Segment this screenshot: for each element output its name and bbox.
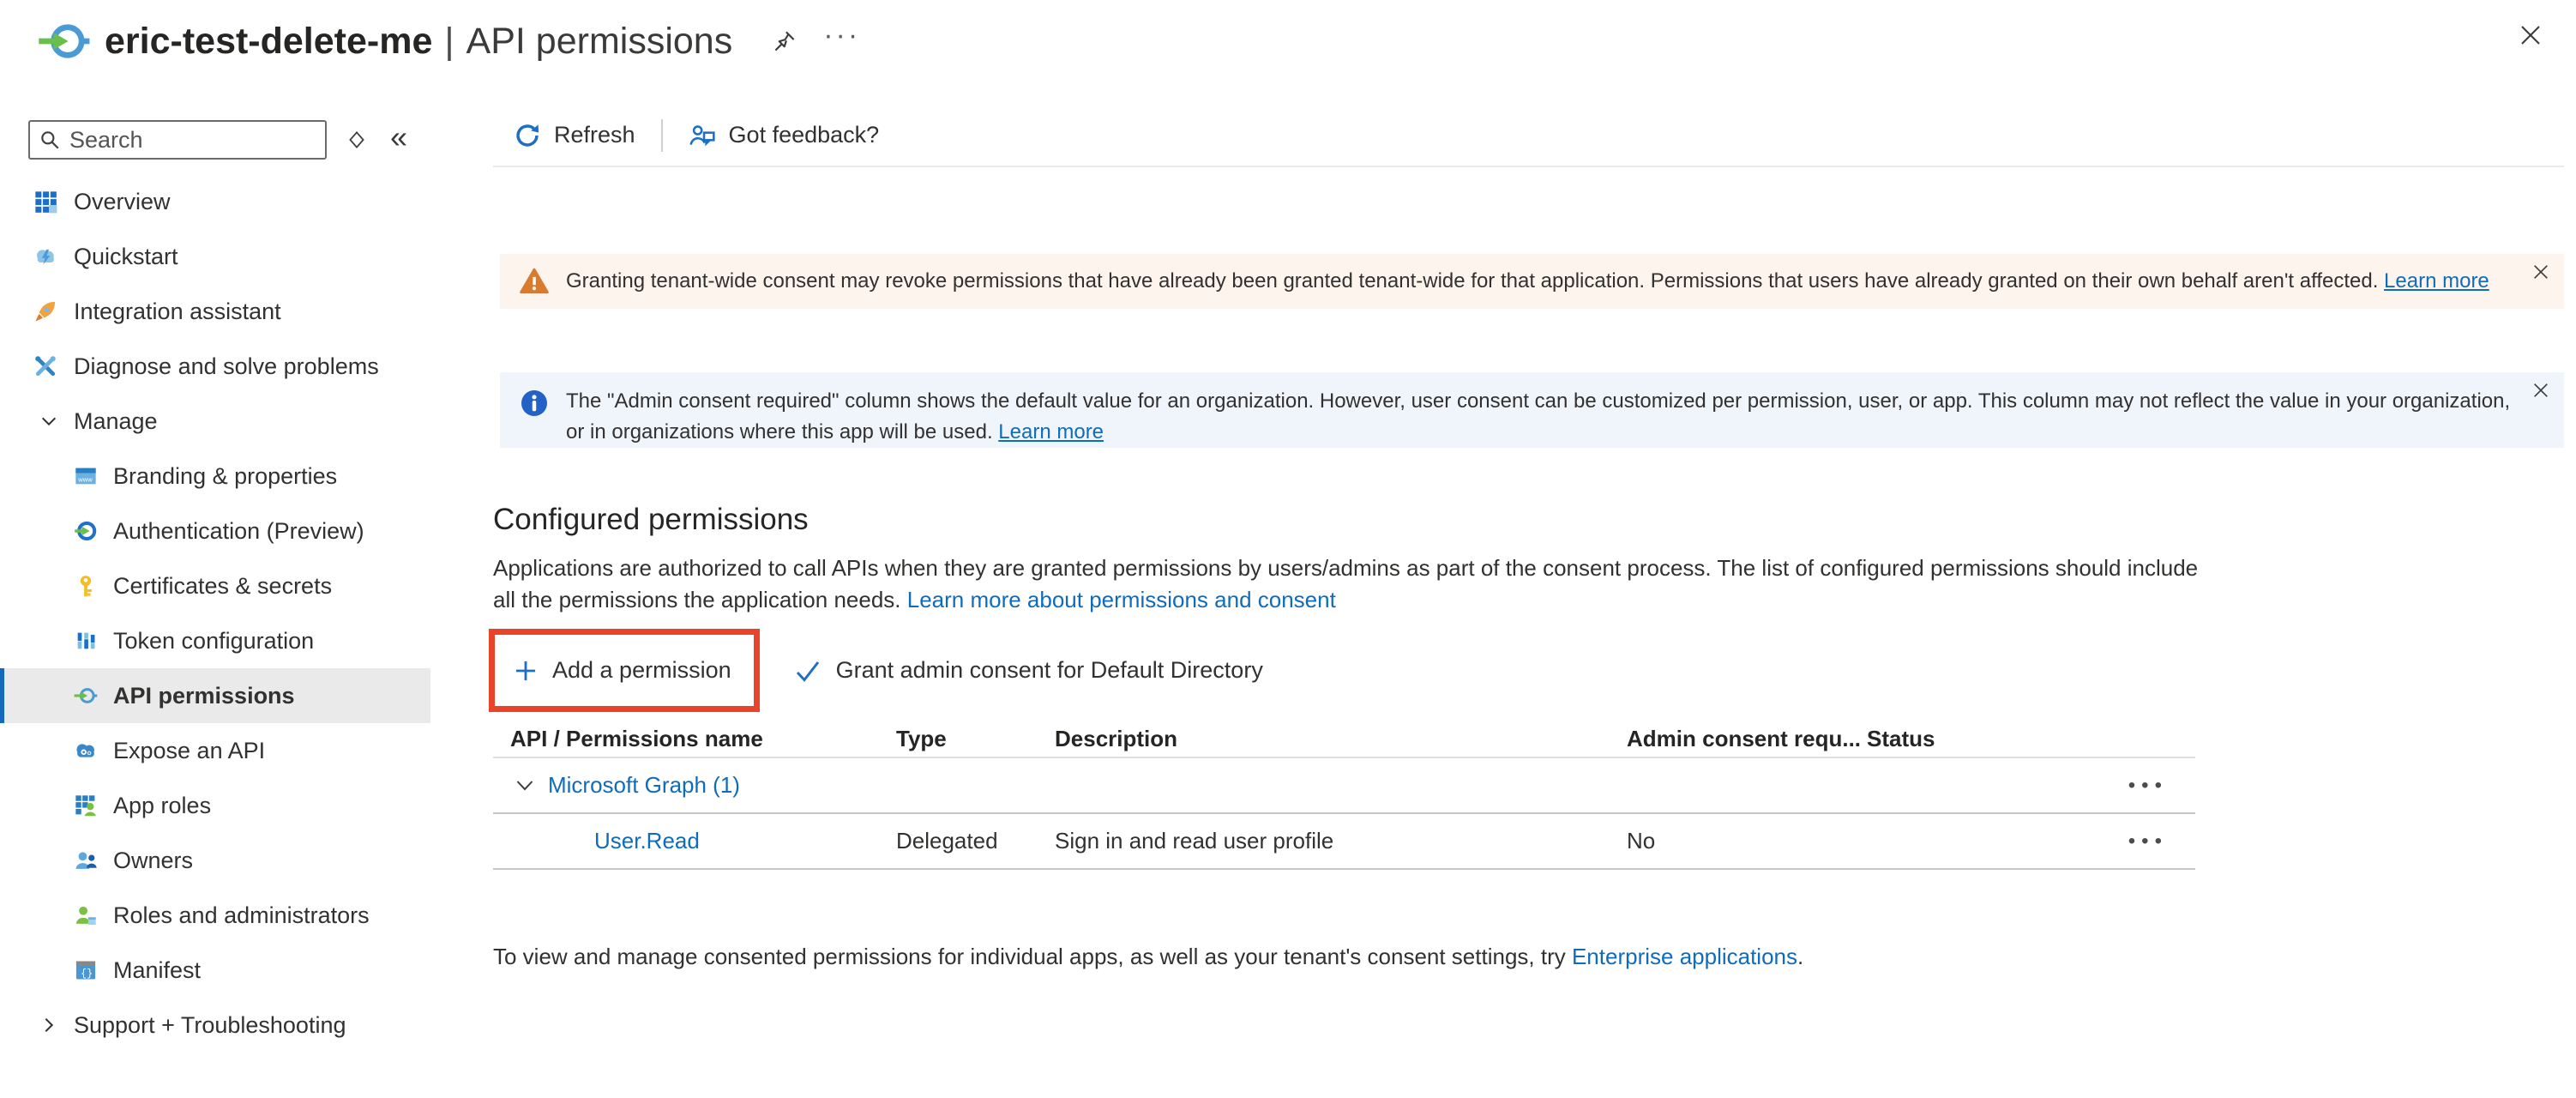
- checkmark-icon: [794, 657, 822, 685]
- sidebar-item-label: Quickstart: [74, 243, 178, 269]
- sidebar-item-diagnose[interactable]: [0, 339, 430, 394]
- title-separator: |: [444, 20, 454, 62]
- diamond-icon: [346, 129, 368, 151]
- grid-person-icon: [74, 793, 98, 817]
- close-icon: [2531, 262, 2550, 281]
- warning-banner: [500, 254, 2564, 309]
- resize-handle-button[interactable]: [346, 129, 368, 151]
- pin-button[interactable]: [772, 28, 797, 54]
- warning-close-button[interactable]: [2531, 262, 2550, 281]
- sidebar-item-label: App roles: [113, 792, 212, 818]
- quickstart-cloud-icon: [33, 244, 57, 268]
- sidebar-item-app-roles[interactable]: [0, 778, 430, 833]
- sidebar-item-label: Certificates & secrets: [113, 572, 333, 599]
- row-context-menu-button[interactable]: •••: [2128, 758, 2168, 812]
- app-name-title: eric-test-delete-me: [105, 20, 433, 62]
- sidebar-item-label: Diagnose and solve problems: [74, 353, 379, 379]
- api-permissions-app-icon: [38, 15, 91, 68]
- svg-text:{}: {}: [81, 968, 93, 980]
- column-header-api-permissions-name[interactable]: API / Permissions name: [510, 725, 763, 751]
- sidebar-item-label: Authentication (Preview): [113, 517, 364, 544]
- footer-text: To view and manage consented permissions for individual apps, as well as your tenant's consent settings, try: [493, 944, 1572, 969]
- info-message-line1: The "Admin consent required" column shows the default value for an organization. However, user consent can be customized per permission, user, or app. This column may not reflect the value in your organization,: [566, 389, 2511, 413]
- footer-note: [493, 944, 1803, 970]
- blade-header: [0, 0, 2576, 82]
- row-context-menu-button[interactable]: •••: [2128, 814, 2168, 868]
- tools-icon: [33, 354, 57, 378]
- overview-grid-icon: [33, 190, 57, 214]
- sidebar-group-manage[interactable]: [0, 394, 430, 449]
- info-text: [566, 386, 2510, 448]
- info-close-button[interactable]: [2531, 381, 2550, 400]
- plus-icon: [514, 659, 538, 683]
- person-cube-icon: [74, 903, 98, 927]
- section-description: [493, 552, 2198, 616]
- grant-admin-consent-label: Grant admin consent for Default Directory: [835, 657, 1263, 683]
- sidebar-item-quickstart[interactable]: [0, 229, 430, 284]
- cell-type: Delegated: [896, 828, 998, 854]
- section-description-line1: Applications are authorized to call APIs when they are granted permissions by users/admins as part of the consent process. The list of configured permissions should include: [493, 555, 2199, 581]
- sidebar: [0, 82, 478, 1098]
- warning-text: [566, 266, 2489, 297]
- table-group-row-microsoft-graph[interactable]: [493, 758, 2195, 814]
- permission-actions-row: [478, 629, 1263, 712]
- permissions-consent-learn-more-link[interactable]: Learn more about permissions and consent: [906, 587, 1336, 612]
- enterprise-applications-link[interactable]: Enterprise applications: [1571, 944, 1798, 969]
- sidebar-item-branding[interactable]: [0, 449, 430, 504]
- section-title-configured-permissions: Configured permissions: [493, 503, 809, 536]
- sidebar-group-support-troubleshooting[interactable]: [0, 998, 430, 1053]
- svg-text:www: www: [78, 475, 93, 484]
- add-permission-button[interactable]: [514, 657, 731, 684]
- user-read-permission-link[interactable]: User.Read: [594, 828, 700, 854]
- sidebar-item-label: API permissions: [113, 682, 295, 709]
- close-icon: [2518, 22, 2543, 48]
- chevron-down-icon: [39, 412, 58, 431]
- page-title: API permissions: [466, 20, 733, 62]
- sidebar-item-owners[interactable]: [0, 833, 430, 888]
- feedback-button[interactable]: [689, 122, 880, 149]
- warning-message: Granting tenant-wide consent may revoke permissions that have already been granted tenant-wide for that application. Permissions that users have already granted on their own behalf aren't affected.: [566, 269, 2379, 293]
- search-input[interactable]: [69, 127, 316, 154]
- section-description-line2: all the permissions the application needs.: [493, 587, 901, 612]
- table-row-user-read[interactable]: [493, 814, 2195, 870]
- sidebar-item-label: Overview: [74, 188, 171, 214]
- info-learn-more-link[interactable]: Learn more: [998, 420, 1104, 443]
- column-header-type[interactable]: Type: [896, 725, 947, 751]
- api-permissions-icon: [74, 684, 98, 708]
- feedback-label: Got feedback?: [728, 122, 880, 148]
- sidebar-item-label: Owners: [113, 847, 194, 873]
- feedback-icon: [689, 122, 716, 149]
- more-menu-button[interactable]: ···: [823, 21, 860, 62]
- sidebar-item-token-configuration[interactable]: [0, 613, 430, 668]
- add-permission-label: Add a permission: [552, 657, 731, 683]
- sidebar-item-label: Roles and administrators: [113, 902, 370, 928]
- cell-description: Sign in and read user profile: [1055, 828, 1334, 854]
- main-content: [478, 82, 2576, 1098]
- sidebar-item-label: Token configuration: [113, 627, 315, 654]
- search-icon: [39, 129, 61, 151]
- column-header-admin-consent-required[interactable]: Admin consent requ...: [1627, 725, 1862, 751]
- refresh-icon: [514, 122, 541, 149]
- browser-icon: [74, 464, 98, 488]
- auth-arrow-icon: [74, 519, 98, 543]
- sidebar-nav: [0, 174, 478, 1053]
- collapse-sidebar-button[interactable]: «: [390, 122, 407, 158]
- permissions-table: [493, 721, 2195, 870]
- cell-admin-consent-required: No: [1627, 828, 1656, 854]
- sidebar-item-authentication[interactable]: [0, 504, 430, 558]
- table-header-row: [493, 721, 2195, 758]
- people-icon: [74, 848, 98, 872]
- search-box[interactable]: [28, 120, 327, 160]
- sidebar-search-row: [28, 120, 478, 160]
- sidebar-item-label: Integration assistant: [74, 298, 281, 324]
- sidebar-item-roles-and-administrators[interactable]: [0, 888, 430, 943]
- sidebar-item-label: Branding & properties: [113, 462, 338, 489]
- sidebar-item-label: Expose an API: [113, 737, 266, 763]
- refresh-label: Refresh: [554, 122, 635, 148]
- warning-icon: [519, 266, 550, 297]
- close-icon: [2531, 381, 2550, 400]
- sidebar-group-label: Support + Troubleshooting: [74, 1011, 346, 1038]
- key-icon: [74, 574, 98, 598]
- sidebar-item-certificates[interactable]: [0, 558, 430, 613]
- sidebar-item-manifest[interactable]: [0, 943, 430, 998]
- column-header-description[interactable]: Description: [1055, 725, 1178, 751]
- code-braces-icon: [74, 958, 98, 982]
- chevron-down-icon[interactable]: [515, 775, 535, 796]
- column-header-status[interactable]: Status: [1867, 725, 1935, 751]
- grant-admin-consent-button[interactable]: [794, 657, 1263, 685]
- refresh-button[interactable]: [514, 122, 635, 149]
- annotation-highlight-box: [489, 629, 760, 712]
- sidebar-item-api-permissions[interactable]: [0, 668, 430, 723]
- footer-suffix: .: [1797, 944, 1804, 969]
- cloud-gear-icon: [74, 739, 98, 763]
- info-banner: [500, 372, 2564, 448]
- sliders-icon: [74, 629, 98, 653]
- chevron-right-icon: [39, 1016, 58, 1035]
- sidebar-item-expose-an-api[interactable]: [0, 723, 430, 778]
- sidebar-item-integration-assistant[interactable]: [0, 284, 430, 339]
- rocket-icon: [33, 299, 57, 323]
- warning-learn-more-link[interactable]: Learn more: [2384, 269, 2489, 293]
- blade-close-button[interactable]: [2518, 22, 2543, 48]
- microsoft-graph-link[interactable]: Microsoft Graph (1): [548, 772, 740, 798]
- sidebar-item-label: Manifest: [113, 956, 202, 983]
- sidebar-group-label: Manage: [74, 407, 158, 434]
- toolbar-divider: [661, 119, 663, 152]
- pin-icon: [772, 28, 797, 54]
- info-icon: [519, 388, 550, 419]
- command-bar: [493, 82, 2564, 167]
- info-message-line2: or in organizations where this app will be used.: [566, 420, 993, 443]
- sidebar-item-overview[interactable]: [0, 174, 430, 229]
